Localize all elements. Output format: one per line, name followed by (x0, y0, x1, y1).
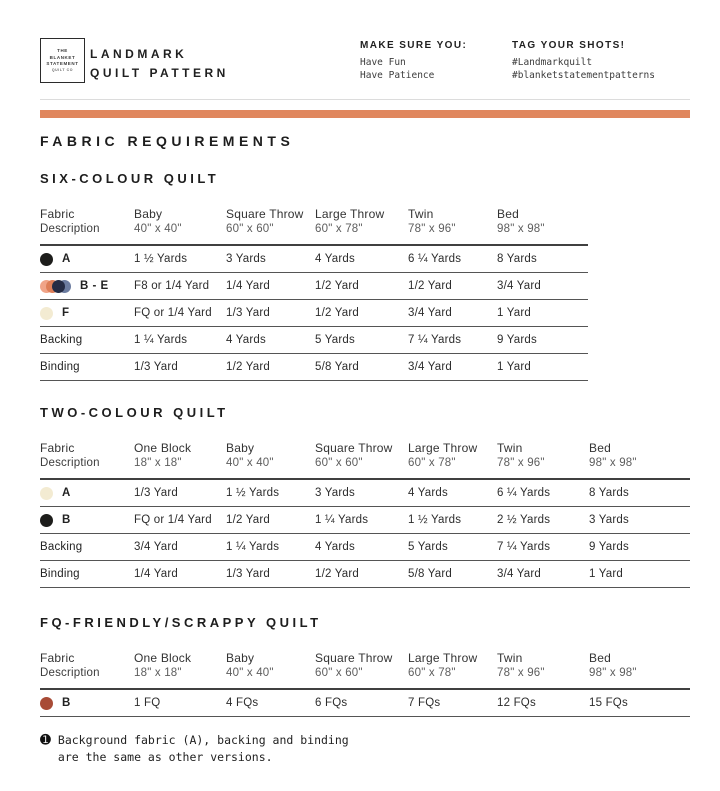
yardage-cell: 3 Yards (226, 253, 266, 265)
table-header-row (40, 206, 588, 246)
fq-friendly-table (40, 650, 690, 717)
column-subheader: 18" x 18" (134, 667, 182, 679)
column-header: Large Throw (315, 207, 385, 221)
fabric-swatch-cream (40, 307, 53, 320)
yardage-cell: 4 Yards (315, 541, 355, 553)
fabric-label: B (62, 514, 71, 526)
fabric-swatch-rust (40, 697, 53, 710)
yardage-cell: 3/4 Yard (408, 361, 453, 373)
fabric-swatch-cream (40, 487, 53, 500)
yardage-cell: 4 FQs (226, 697, 259, 709)
column-header: Twin (497, 441, 523, 455)
yardage-cell: 1/2 Yard (226, 514, 271, 526)
hashtag: #Landmarkquilt (512, 57, 593, 68)
make-sure-item: Have Fun (360, 57, 406, 68)
column-subheader: 78" x 96" (497, 667, 545, 679)
make-sure-item: Have Patience (360, 70, 435, 81)
yardage-cell: 1 Yard (589, 568, 624, 580)
fabric-label: A (62, 253, 71, 265)
yardage-cell: 1/2 Yard (315, 280, 360, 292)
header-divider (40, 99, 690, 100)
column-subheader: 60" x 60" (315, 667, 363, 679)
yardage-cell: 4 Yards (315, 253, 355, 265)
fabric-swatch-black (40, 253, 53, 266)
yardage-cell: 9 Yards (589, 541, 629, 553)
yardage-cell: 12 FQs (497, 697, 536, 709)
column-header: Square Throw (315, 441, 393, 455)
yardage-cell: 4 Yards (226, 334, 266, 346)
brand-line: QUILT PATTERN (90, 66, 229, 80)
yardage-cell: 5/8 Yard (408, 568, 453, 580)
yardage-cell: 3/4 Yard (408, 307, 453, 319)
column-subheader: 40" x 40" (226, 667, 274, 679)
yardage-cell: F8 or 1/4 Yard (134, 280, 210, 292)
fabric-swatch-black (40, 514, 53, 527)
row-label: Binding (40, 361, 80, 373)
table-row (40, 300, 588, 327)
column-header: One Block (134, 651, 192, 665)
yardage-cell: 3/4 Yard (497, 280, 542, 292)
column-header: Large Throw (408, 441, 478, 455)
table-row (40, 507, 690, 534)
yardage-cell: 1/3 Yard (226, 307, 271, 319)
yardage-cell: 1/3 Yard (134, 361, 179, 373)
two-colour-table (40, 440, 690, 588)
table-row (40, 561, 690, 588)
column-subheader: 60" x 78" (408, 457, 456, 469)
column-subheader: 40" x 40" (134, 223, 182, 235)
yardage-cell: 1/4 Yard (226, 280, 271, 292)
yardage-cell: 1 ¼ Yards (226, 541, 280, 553)
page-header (40, 38, 690, 86)
column-header: Baby (226, 651, 255, 665)
yardage-cell: 1/4 Yard (134, 568, 179, 580)
logo-text: QUILT CO (51, 67, 74, 72)
make-sure-section (360, 40, 467, 82)
column-header: Baby (134, 207, 163, 221)
yardage-cell: 6 FQs (315, 697, 348, 709)
logo-text: BLANKET (49, 54, 76, 60)
fabric-label: F (62, 307, 70, 319)
logo-text: THE (57, 48, 68, 53)
yardage-cell: 1 ½ Yards (408, 514, 462, 526)
table-row (40, 354, 588, 381)
column-subheader: 60" x 78" (408, 667, 456, 679)
yardage-cell: 7 FQs (408, 697, 441, 709)
table-header-row (40, 440, 690, 480)
column-subheader: 78" x 96" (408, 223, 456, 235)
yardage-cell: 8 Yards (497, 253, 537, 265)
yardage-cell: 1 ½ Yards (226, 487, 280, 499)
brand-logo (40, 38, 85, 83)
column-header: Fabric (40, 441, 75, 455)
row-label: Backing (40, 541, 83, 553)
yardage-cell: FQ or 1/4 Yard (134, 514, 212, 526)
table-row (40, 246, 588, 273)
yardage-cell: 1/2 Yard (226, 361, 271, 373)
column-subheader: 98" x 98" (497, 223, 545, 235)
yardage-cell: 3 Yards (589, 514, 629, 526)
yardage-cell: 1 ¼ Yards (134, 334, 188, 346)
yardage-cell: 4 Yards (408, 487, 448, 499)
yardage-cell: 3/4 Yard (134, 541, 179, 553)
column-header: Fabric (40, 207, 75, 221)
yardage-cell: 2 ½ Yards (497, 514, 551, 526)
yardage-cell: 8 Yards (589, 487, 629, 499)
brand-title (90, 45, 229, 83)
page-title: FABRIC REQUIREMENTS (40, 133, 295, 149)
yardage-cell: 1 ¼ Yards (315, 514, 369, 526)
column-subheader: Description (40, 457, 100, 469)
yardage-cell: 15 FQs (589, 697, 628, 709)
table-row (40, 690, 690, 717)
yardage-cell: 5/8 Yard (315, 361, 360, 373)
yardage-cell: 1 FQ (134, 697, 161, 709)
fabric-swatch-navy (52, 280, 65, 293)
six-colour-table (40, 206, 588, 381)
section-title-two-colour: TWO-COLOUR QUILT (40, 405, 229, 420)
column-subheader: 60" x 60" (226, 223, 274, 235)
yardage-cell: 9 Yards (497, 334, 537, 346)
column-subheader: 60" x 78" (315, 223, 363, 235)
footnote (40, 732, 690, 765)
yardage-cell: 7 ¼ Yards (408, 334, 462, 346)
column-subheader: Description (40, 223, 100, 235)
column-header: Bed (589, 651, 611, 665)
yardage-cell: 7 ¼ Yards (497, 541, 551, 553)
yardage-cell: 1/3 Yard (226, 568, 271, 580)
column-subheader: 78" x 96" (497, 457, 545, 469)
column-header: Large Throw (408, 651, 478, 665)
table-row (40, 534, 690, 561)
row-label: Binding (40, 568, 80, 580)
table-header-row (40, 650, 690, 690)
table-row (40, 480, 690, 507)
brand-line: LANDMARK (90, 47, 188, 61)
fabric-label: B (62, 697, 71, 709)
yardage-cell: 5 Yards (315, 334, 355, 346)
accent-bar (40, 110, 690, 118)
column-header: Square Throw (226, 207, 304, 221)
tag-shots-section (512, 40, 655, 82)
row-label: Backing (40, 334, 83, 346)
section-title-six-colour: SIX-COLOUR QUILT (40, 171, 220, 186)
fabric-label: A (62, 487, 71, 499)
yardage-cell: 6 ¼ Yards (497, 487, 551, 499)
column-subheader: Description (40, 667, 100, 679)
column-subheader: 18" x 18" (134, 457, 182, 469)
yardage-cell: 1 Yard (497, 307, 532, 319)
section-title-fq-friendly: FQ-FRIENDLY/SCRAPPY QUILT (40, 615, 322, 630)
make-sure-title: MAKE SURE YOU: (360, 40, 468, 51)
yardage-cell: 1/2 Yard (315, 568, 360, 580)
column-header: Bed (589, 441, 611, 455)
tag-shots-title: TAG YOUR SHOTS! (512, 40, 626, 51)
footnote-line: are the same as other versions. (57, 749, 273, 764)
column-header: Fabric (40, 651, 75, 665)
column-subheader: 40" x 40" (226, 457, 274, 469)
yardage-cell: 3/4 Yard (497, 568, 542, 580)
yardage-cell: FQ or 1/4 Yard (134, 307, 212, 319)
yardage-cell: 3 Yards (315, 487, 355, 499)
yardage-cell: 1/3 Yard (134, 487, 179, 499)
table-row (40, 273, 588, 300)
logo-text: STATEMENT (46, 61, 79, 66)
column-header: Twin (408, 207, 434, 221)
yardage-cell: 1/2 Yard (408, 280, 453, 292)
yardage-cell: 1 Yard (497, 361, 532, 373)
column-header: Baby (226, 441, 255, 455)
yardage-cell: 1/2 Yard (315, 307, 360, 319)
column-subheader: 60" x 60" (315, 457, 363, 469)
numbered-circle-icon: ➊ (40, 732, 51, 747)
column-header: Square Throw (315, 651, 393, 665)
table-row (40, 327, 588, 354)
hashtag: #blanketstatementpatterns (512, 70, 655, 81)
column-header: Twin (497, 651, 523, 665)
column-subheader: 98" x 98" (589, 667, 637, 679)
yardage-cell: 5 Yards (408, 541, 448, 553)
fabric-label: B - E (80, 280, 109, 292)
column-subheader: 98" x 98" (589, 457, 637, 469)
column-header: Bed (497, 207, 519, 221)
footnote-line: Background fabric (A), backing and binding (57, 733, 349, 747)
yardage-cell: 6 ¼ Yards (408, 253, 462, 265)
yardage-cell: 1 ½ Yards (134, 253, 188, 265)
column-header: One Block (134, 441, 192, 455)
